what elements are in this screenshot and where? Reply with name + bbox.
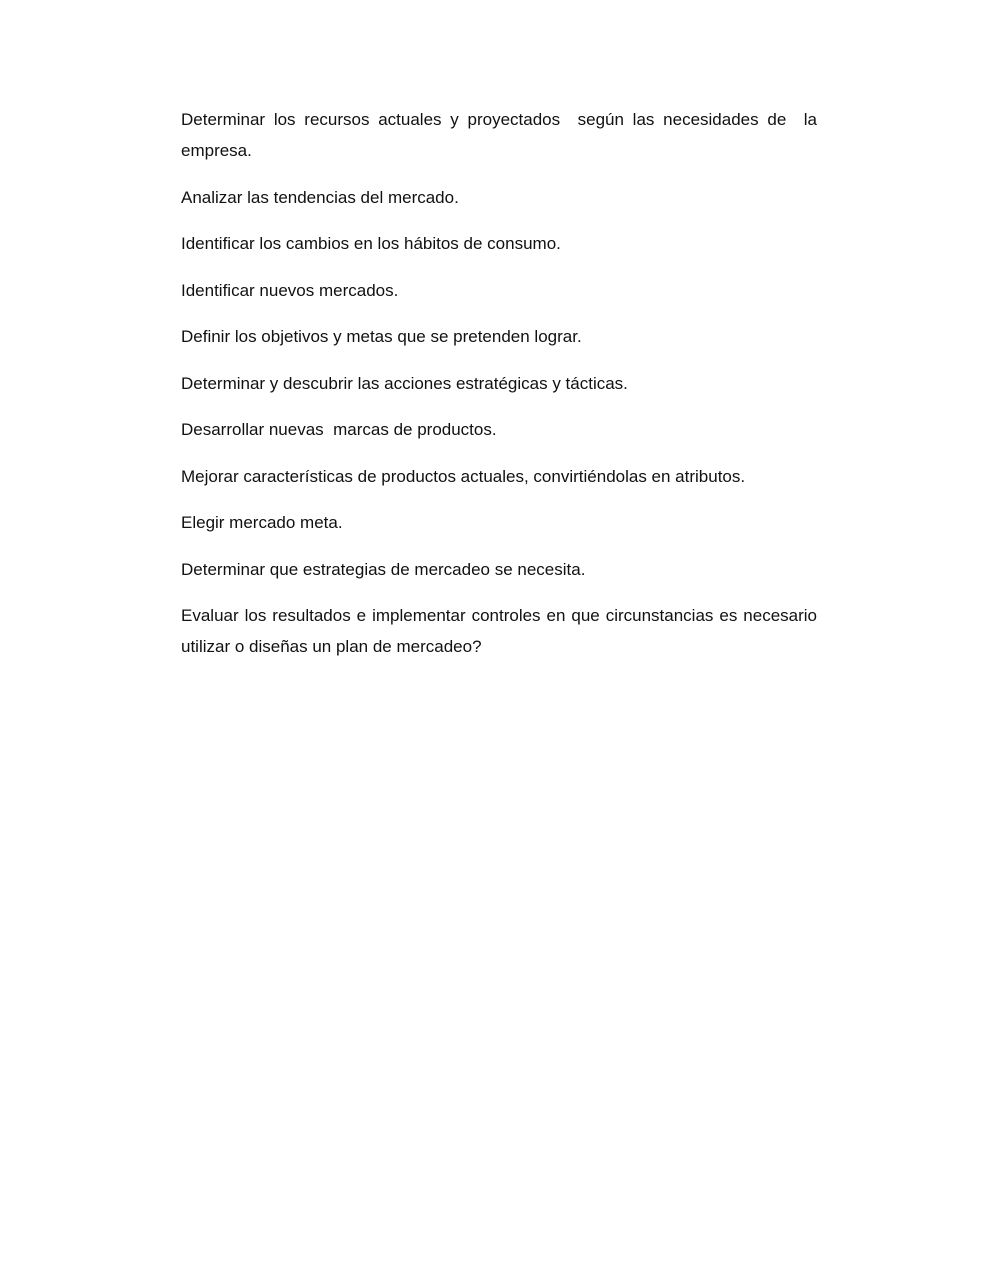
- paragraph: Determinar los recursos actuales y proyectados según las necesidades de la empresa.: [181, 110, 822, 160]
- paragraph: Identificar los cambios en los hábitos de consumo.: [181, 234, 561, 253]
- paragraph: Mejorar características de productos actuales, convirtiéndolas en atributos.: [181, 466, 746, 486]
- paragraph: Desarrollar nuevas marcas de productos.: [181, 420, 497, 439]
- paragraph: Elegir mercado meta.: [181, 513, 343, 532]
- paragraph: Identificar nuevos mercados.: [181, 280, 399, 300]
- paragraph: Evaluar los resultados e implementar controles en que circunstancias es necesario utilizar o diseñas un plan de mercadeo?: [181, 606, 822, 656]
- paragraph: Determinar y descubrir las acciones estratégicas y tácticas.: [181, 373, 628, 393]
- document-page: [181, 104, 822, 678]
- paragraph: Determinar que estrategias de mercadeo se necesita.: [181, 559, 586, 579]
- paragraph: Analizar las tendencias del mercado.: [181, 187, 459, 207]
- paragraph: Definir los objetivos y metas que se pretenden lograr.: [181, 327, 582, 346]
